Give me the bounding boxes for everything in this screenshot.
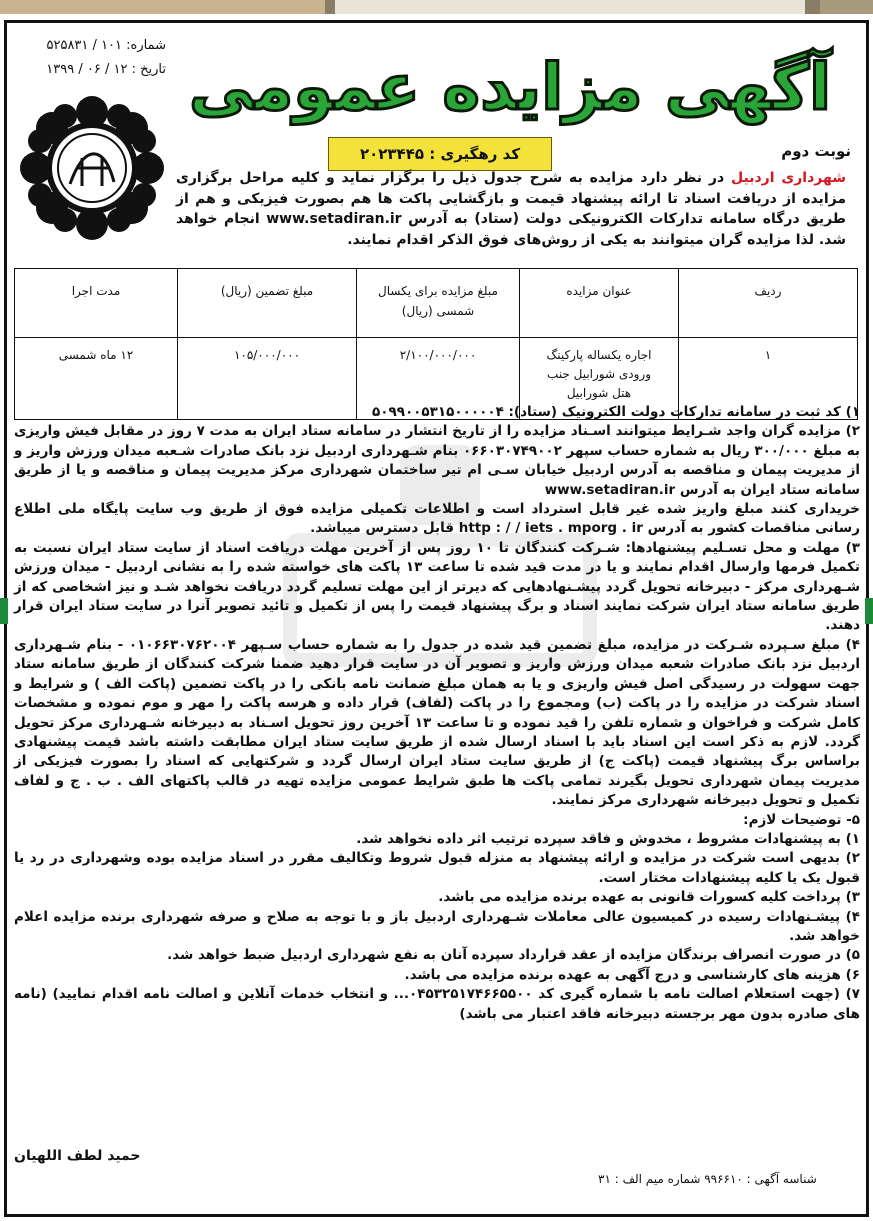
col-row-number: ردیف: [679, 269, 858, 338]
intro-text: در نظر دارد مزایده به شرح جدول ذیل را برگزار نماید و کلیه مراحل برگزاری مزایده از دریافت اسناد تا ارائه پیشنهاد قیمت و بازگشایی پاکت ها هم بصورت فیزیکی و هم از طریق درگاه سامانه تدارکات الکترونیکی دولت (ستاد) به آدرس www.setadiran.ir انجام خواهد شد. لذا مزایده گران میتوانند به یکی از روش‌های فوق الذکر اقدام نمایند.: [176, 170, 846, 248]
note: ۲) بدیهی است شرکت در مزایده و ارائه پیشنهاد به منزله قبول شروط وتکالیف مقرر در اسناد مزایده بوده وشهرداری در رد یا قبول یک یا کلیه پیشنهادات مختار است.: [14, 850, 860, 886]
col-auction-title: عنوان مزایده: [520, 269, 679, 338]
table-header-row: [15, 269, 858, 338]
left-edge-tab: [0, 598, 8, 624]
clause: ۳) مهلت و محل تسـلیم پیشنهادها: شـرکت کنندگان تا ۱۰ روز پس از آخرین مهلت دریافت اسناد از سایت ستاد ایران نسبت به تکمیل فرمها وارسال اقدام نمایند و یا در مدت قید شده تا ساعت ۱۳ پاکت های خواسته شده را به نشانی اردبیل - میدان ورزش شـهرداری مرکز - دبیرخانه تحویل گردد پیشـنهادهایی که دیرتر از این مهلت تسلیم گردد دریافت نخواهد شـد و نیز اشخاصی که از طریق سامانه ستاد ایران شرکت نمایند اسناد و برگ پیشنهاد قیمت را پس از تکمیل و تائید تصویر آنرا در سایت ستاد ایران قرار دهند.: [14, 539, 860, 634]
section-heading: ۵- توضیحات لازم:: [743, 811, 860, 828]
note: ۴) پیشـنهادات رسیده در کمیسیون عالی معاملات شـهرداری اردبیل باز و با توجه به صلاح و صرفه شهرداری برنده مزایده اعلام خواهد شد.: [14, 908, 860, 944]
intro-paragraph: [176, 168, 846, 250]
clause: خریداری کنند مبلغ واریز شده غیر قابل استرداد است و اطلاعات تکمیلی مزایده فوق از طریق وب سایت پایگاه ملی اطلاع رسانی مناقصات کشور به آدرس http : / / iets . mporg . ir قابل دسترس میباشد.: [14, 501, 860, 537]
notice-meta: [16, 34, 166, 82]
note: ۷) (جهت استعلام اصالت نامه با شماره گیری کد ۰۴۵۳۲۵۱۷۴۶۶۵۵۰۰... و انتخاب خدمات آنلاین و اصالت نامه اقدام نمایید) (نامه های صادره بدون مهر برجسته دبیرخانه فاقد اعتبار می باشد): [14, 986, 861, 1022]
notice-number: شماره: ۱۰۱ / ۵۲۵۸۳۱: [46, 38, 166, 53]
col-guarantee-amount: مبلغ تضمین (ریال): [178, 269, 357, 338]
cell-guarantee-amount: ۱۰۵/۰۰۰/۰۰۰: [178, 338, 357, 420]
note: ۵) در صورت انصراف برندگان مزایده از عقد قرارداد سپرده آنان به نفع شهرداری اردبیل ضبط خواهد شد.: [167, 947, 860, 964]
note: ۳) پرداخت کلیه کسورات قانونی به عهده برنده مزایده می باشد.: [438, 889, 860, 906]
round-label: نوبت دوم: [781, 142, 851, 160]
cell-annual-amount: ۲/۱۰۰/۰۰۰/۰۰۰: [357, 338, 520, 420]
auction-table: [14, 268, 858, 420]
cell-duration: ۱۲ ماه شمسی: [15, 338, 178, 420]
col-duration: مدت اجرا: [15, 269, 178, 338]
cell-auction-title: اجاره یکساله پارکینگ ورودی شورابیل جنب هتل شورابیل: [520, 338, 679, 420]
clause: ۴) مبلغ سـپرده شـرکت در مزایده، مبلغ تضمین قید شده در جدول را به شماره حساب سـپهر ۰۱۰۶۶۳۰۷۶۲۰۰۴ - بنام شـهرداری اردبیل نزد بانک صادرات شعبه میدان ورزش واریز و تصویر آن در سایت قرار دهید ضمنا شرکت کنندگان از طریق سامانه ستاد جهت سهولت در رسیدگی اصل فیش واریزی و یا به همان مبلغ ضمانت نامه بانکی را در پاکت تضمین (پاکت الف ) و شرایط و اسناد شرکت در مزایده را در پاکت (ب) ومجموع را در پاکت (لفاف) قرار داده و هرسه پاکت را مهر و موم نموده و مشخصات کامل شرکت و فراخوان و شماره تلفن را قید نموده و تا ساعت ۱۳ آخرین روز تحویل اسـناد به دبیرخانه شـهرداری مرکز تحویل گردد. لازم به ذکر است این اسناد باید با اسناد ارسال شده از طریق سایت ستاد ایران مطابقت داشته باشد قیمت پیشنهادی براساس برگ پیشنهاد قیمت (پاکت ج) از طریق سایت ستاد ایران ارسال گردد و شرکتهایی که اسناد را بصورت فیزیکی از مدیریت پیمان شهرداری تحویل بگیرند تمامی پاکت ها طبق شرایط عمومی مزایده تهیه در قالب پاکتهای الف . ب . ج و لفاف تکمیل و تحویل دبیرخانه شهرداری مرکز نمایند.: [14, 636, 860, 809]
ardabil-municipality-seal-icon: [20, 96, 164, 240]
top-photo-strip: [0, 0, 873, 14]
clause: ۲) مزایده گران واجد شـرایط میتوانند اسـناد مزایده را از تاریخ انتشار در سامانه ستاد ایران به مدت ۷ روز در مقابل فیش واریزی به مبلغ ۳۰۰/۰۰۰ ریال به شماره حساب سپهر ۰۶۶۰۳۰۷۴۹۰۰۲ بنام شـهرداری اردبیل نزد بانک صادرات شـعبه میدان ورزش واریز و از مدیریت پیمان و مناقصه به آدرس اردبیل خیابان سـی ام تیر ساختمان شهرداری مرکز مدیریت پیمان و مناقصه و یا از طریق سامانه ستاد ایران به آدرس www.setadiran.ir: [14, 423, 860, 498]
tracking-code-badge: کد رهگیری : ۲۰۲۳۴۴۵: [328, 137, 552, 171]
right-edge-tab: [865, 598, 873, 624]
page-title: آگهی مزایده عمومی: [189, 51, 831, 125]
org-name: شهرداری اردبیل: [731, 170, 846, 186]
notice-body: [14, 403, 860, 1024]
cell-row-number: ۱: [679, 338, 858, 420]
col-annual-amount: مبلغ مزایده برای یکسال شمسی (ریال): [357, 269, 520, 338]
notice-date: تاریخ : ۱۲ / ۰۶ / ۱۳۹۹: [46, 62, 166, 77]
note: ۱) به پیشنهادات مشروط ، مخدوش و فاقد سپرده ترتیب اثر داده نخواهد شد.: [356, 830, 860, 847]
clause: ۱) کد ثبت در سامانه تدارکات دولت الکترونیک (ستاد): ۵۰۹۹۰۰۵۳۱۵۰۰۰۰۰۴: [371, 404, 860, 420]
note: ۶) هزینه های کارشناسی و درج آگهی به عهده برنده مزایده می باشد.: [404, 966, 860, 983]
signature: حمید لطف اللهیان: [14, 1148, 141, 1164]
footer-id: شناسه آگهی : ۹۹۶۶۱۰ شماره میم الف : ۳۱: [598, 1172, 817, 1186]
